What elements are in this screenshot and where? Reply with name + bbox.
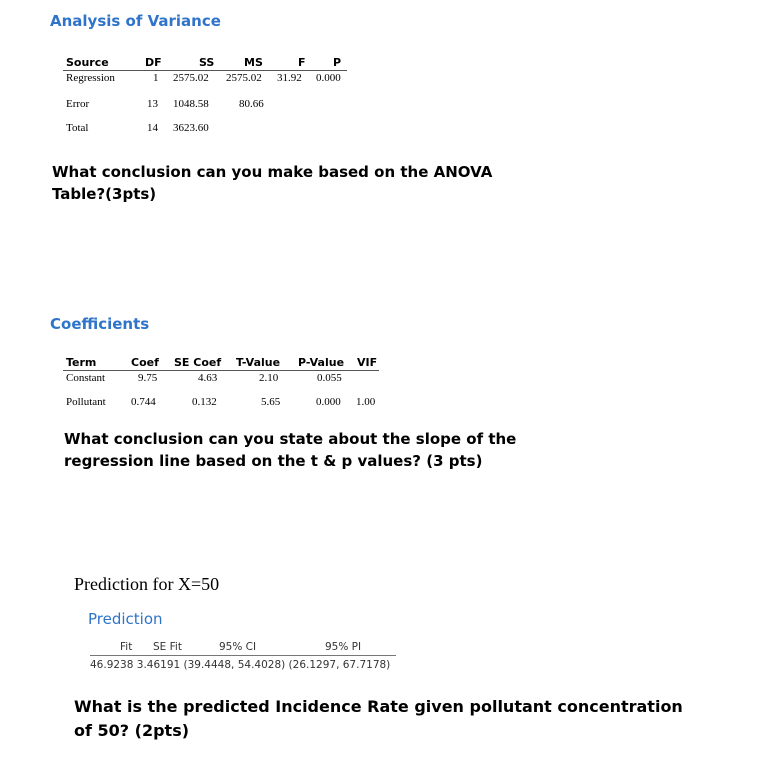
anova-cell-df: 13 [147, 98, 158, 110]
coef-header-p: P-Value [298, 356, 345, 369]
anova-cell-p: 0.000 [316, 72, 341, 84]
prediction-subtitle: Prediction [88, 610, 163, 628]
coef-cell-term: Constant [66, 372, 106, 384]
anova-cell-df: 1 [153, 72, 159, 84]
prediction-question-line: What is the predicted Incidence Rate given pollutant concentration [74, 697, 683, 716]
anova-header-f: F [298, 56, 306, 69]
coef-header-vif: VIF [357, 356, 378, 369]
prediction-header-fit: Fit [120, 641, 133, 653]
anova-question-line: What conclusion can you make based on the ANOVA [52, 163, 493, 181]
coef-cell-p: 0.055 [317, 372, 342, 384]
prediction-header-sefit: SE Fit [153, 641, 182, 653]
coefficients-question-line: What conclusion can you state about the slope of the [64, 430, 517, 448]
anova-question-line: Table?(3pts) [52, 185, 157, 203]
anova-cell-ss: 1048.58 [173, 98, 209, 110]
coef-cell-vif: 1.00 [356, 396, 376, 408]
coef-header-term: Term [66, 356, 97, 369]
coefficients-question-line: regression line based on the t & p values? (3 pts) [64, 452, 483, 470]
anova-header-ss: SS [199, 56, 215, 69]
anova-header-ms: MS [244, 56, 263, 69]
anova-header-source: Source [66, 56, 109, 69]
coef-header-t: T-Value [236, 356, 281, 369]
coef-cell-coef: 9.75 [138, 372, 158, 384]
coef-cell-se: 4.63 [198, 372, 218, 384]
coef-cell-t: 5.65 [261, 396, 281, 408]
coef-cell-p: 0.000 [316, 396, 341, 408]
anova-title: Analysis of Variance [50, 12, 221, 30]
anova-cell-source: Regression [66, 72, 115, 84]
anova-header-p: P [333, 56, 342, 69]
coef-header-se: SE Coef [174, 356, 222, 369]
prediction-question-line: of 50? (2pts) [74, 721, 190, 740]
prediction-header-rule [90, 655, 396, 656]
anova-cell-df: 14 [147, 122, 158, 134]
coef-header-coef: Coef [131, 356, 159, 369]
anova-cell-ss: 3623.60 [173, 122, 209, 134]
prediction-header-ci: 95% CI [219, 641, 257, 653]
prediction-heading: Prediction for X=50 [74, 574, 220, 594]
coef-cell-term: Pollutant [66, 396, 106, 408]
coef-cell-se: 0.132 [192, 396, 217, 408]
coefficients-title: Coefficients [50, 315, 150, 333]
coef-cell-coef: 0.744 [131, 396, 156, 408]
coef-cell-t: 2.10 [259, 372, 279, 384]
prediction-row: 46.9238 3.46191 (39.4448, 54.4028) (26.1297, 67.7178) [90, 659, 391, 671]
anova-cell-source: Error [66, 98, 90, 110]
prediction-question [74, 695, 683, 743]
anova-header-df: DF [145, 56, 162, 69]
anova-cell-ms: 80.66 [239, 98, 264, 110]
prediction-header-pi: 95% PI [325, 641, 362, 653]
anova-cell-ms: 2575.02 [226, 72, 262, 84]
anova-cell-ss: 2575.02 [173, 72, 209, 84]
anova-cell-source: Total [66, 122, 89, 134]
anova-cell-f: 31.92 [277, 72, 302, 84]
